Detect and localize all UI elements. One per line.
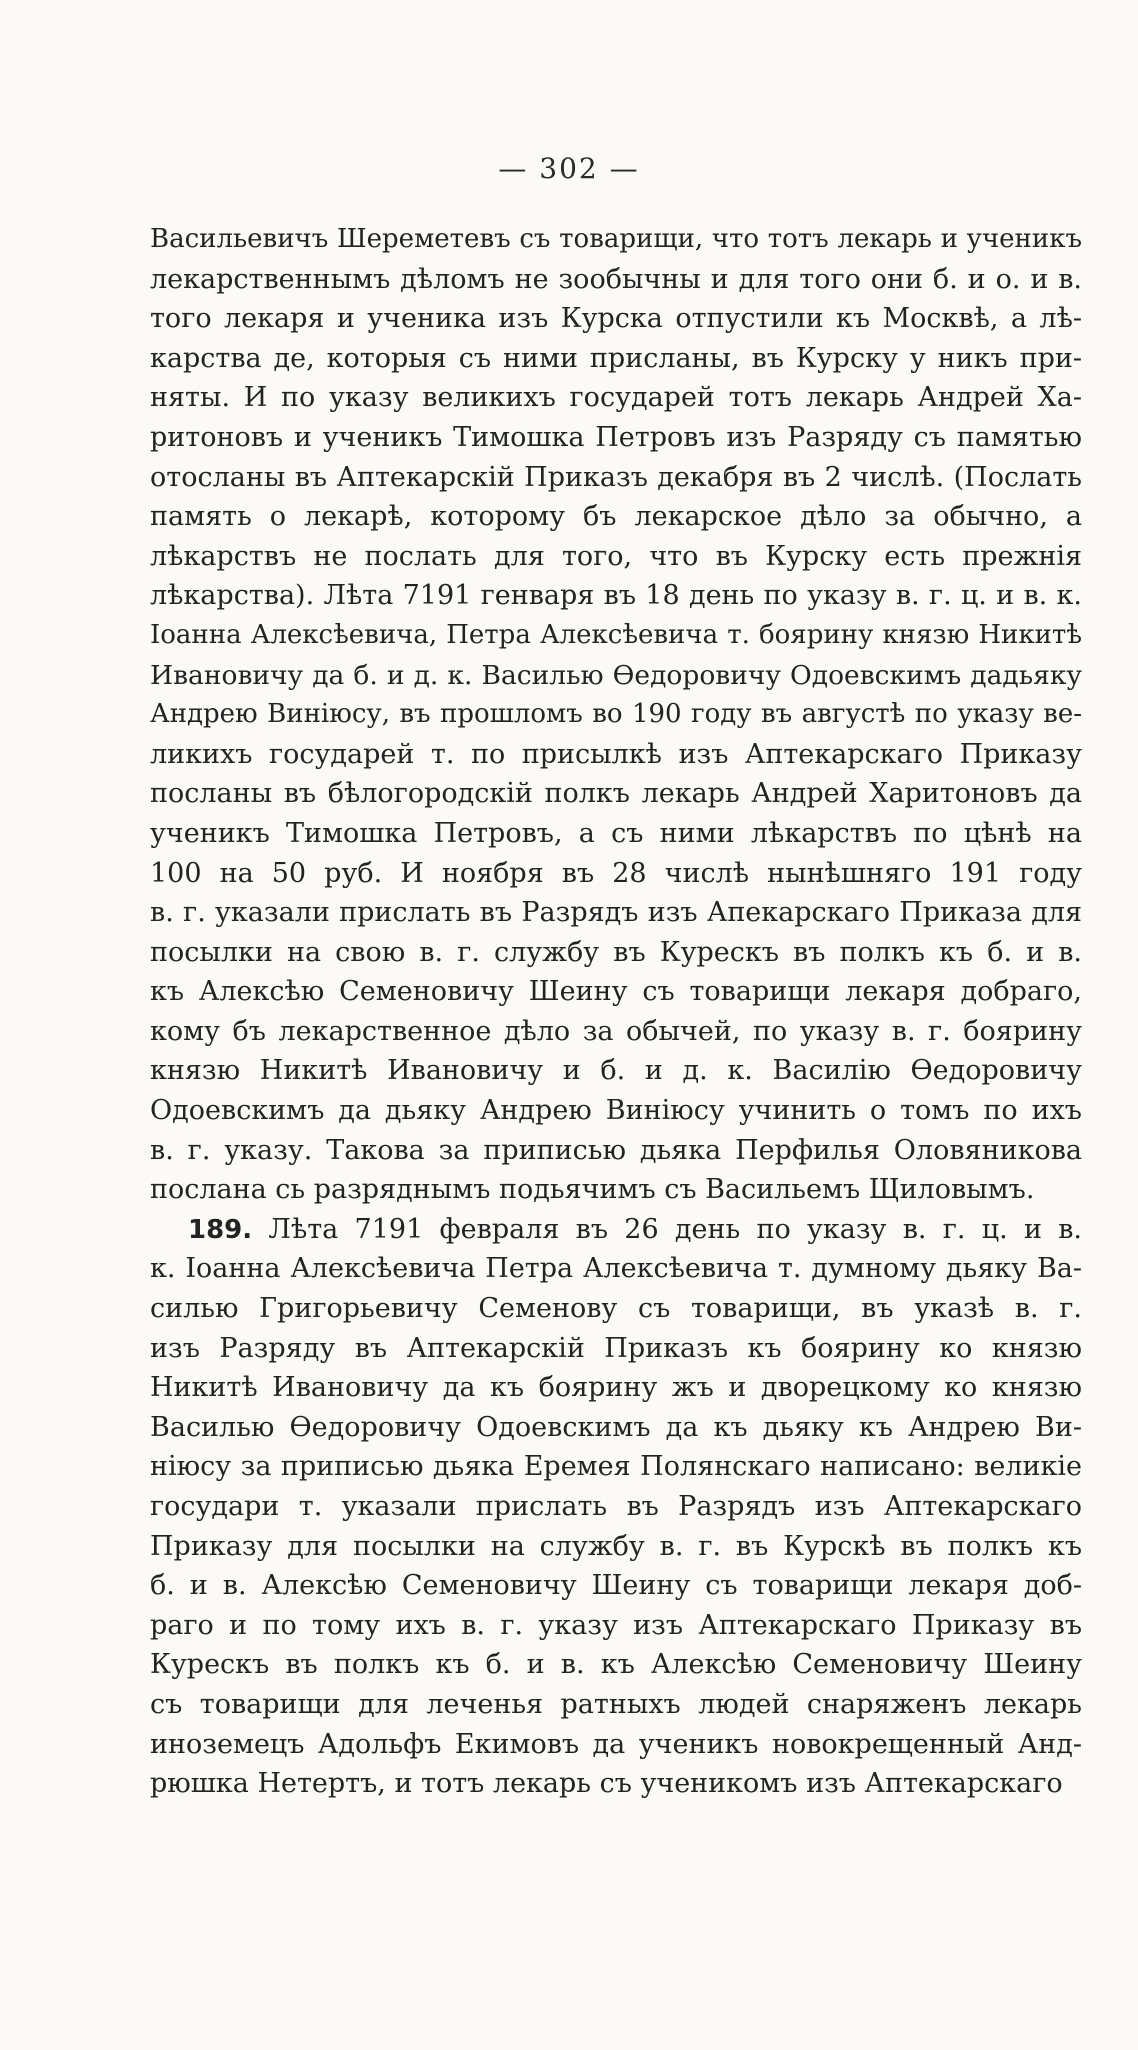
text-line: ученикъ Тимошка Петровъ, а съ ними лѣкарствъ по цѣнѣ на <box>150 817 1082 849</box>
text-line: лекарственнымъ дѣломъ не зообычны и для того они б. и о. и в. <box>150 263 1082 295</box>
text-line: в. г. указу. Такова за приписью дьяка Перфилья Оловяникова <box>150 1134 1082 1166</box>
text-line: лѣкарства). Лѣта 7191 генваря въ 18 день по указу в. г. ц. и в. к. <box>150 580 1082 612</box>
text-line: съ товарищи для леченья ратныхъ людей снаряженъ лекарь <box>150 1688 1082 1720</box>
paragraph-189 <box>150 1210 1082 1804</box>
text-line: Андрею Виніюсу, въ прошломъ во 190 году въ августѣ по указу ве- <box>150 699 1082 730</box>
paragraph-first-line <box>150 1210 1082 1250</box>
text-line: посылки на свою в. г. службу въ Курескъ въ полкъ къ б. и в. <box>150 936 1082 968</box>
text-line: раго и по тому ихъ в. г. указу изъ Аптекарскаго Приказу въ <box>150 1609 1082 1641</box>
text-line: к. Іоанна Алексѣевича Петра Алексѣевича т. думному дьяку Ва- <box>150 1253 1082 1285</box>
text-line: Приказу для посылки на службу в. г. въ Курскѣ въ полкъ къ <box>150 1530 1082 1562</box>
body-text <box>150 220 1082 1804</box>
text-line: силью Григорьевичу Семенову съ товарищи, въ указѣ в. г. <box>150 1293 1082 1325</box>
text-line: изъ Разряду въ Аптекарскій Приказъ къ боярину ко князю <box>150 1332 1082 1364</box>
text-line: послана сь разряднымъ подьячимъ съ Васильемъ Щиловымъ. <box>150 1174 1035 1206</box>
text-line: ніюсу за приписью дьяка Еремея Полянскаго написано: великіе <box>150 1451 1082 1483</box>
text-line: рюшка Нетертъ, и тотъ лекарь съ ученикомъ изъ Аптекарскаго <box>150 1768 1063 1800</box>
text-line: ликихъ государей т. по присылкѣ изъ Аптекарскаго Приказу <box>150 738 1082 770</box>
text-line: ритоновъ и ученикъ Тимошка Петровъ изъ Разряду съ памятью <box>150 421 1082 453</box>
text-line: няты. И по указу великихъ государей тотъ лекарь Андрей Ха- <box>150 382 1082 414</box>
text-line: лѣкарствъ не послать для того, что въ Курску есть прежнія <box>150 540 1082 572</box>
paragraph-number: 189. <box>188 1214 253 1245</box>
text-line: Одоевскимъ да дьяку Андрею Виніюсу учинить о томъ по ихъ <box>150 1095 1082 1127</box>
text-line: Іоанна Алексѣевича, Петра Алексѣевича т. боярину князю Никитѣ <box>150 619 1082 650</box>
text-line: Курескъ въ полкъ къ б. и в. къ Алексѣю Семеновичу Шеину <box>150 1649 1082 1681</box>
text-line: б. и в. Алексѣю Семеновичу Шеину съ товарищи лекаря доб- <box>150 1570 1082 1602</box>
text-line: князю Никитѣ Ивановичу и б. и д. к. Василію Өедоровичу <box>150 1055 1082 1087</box>
text-line: Василью Өедоровичу Одоевскимъ да къ дьяку къ Андрею Ви- <box>150 1411 1082 1443</box>
text-line: къ Алексѣю Семеновичу Шеину съ товарищи лекаря добраго, <box>150 976 1082 1008</box>
text-line: посланы въ бѣлогородскій полкъ лекарь Андрей Харитоновъ да <box>150 778 1082 810</box>
text-fragment: Лѣта 7191 февраля въ 26 день по указу в. г. ц. и в. <box>268 1213 1082 1245</box>
text-line: в. г. указали прислать въ Разрядъ изъ Апекарскаго Приказа для <box>150 897 1082 929</box>
text-line: того лекаря и ученика изъ Курска отпустили къ Москвѣ, а лѣ- <box>150 303 1082 335</box>
text-line: государи т. указали прислать въ Разрядъ изъ Аптекарскаго <box>150 1491 1082 1522</box>
text-line: карства де, которыя съ ними присланы, въ Курску у никъ при- <box>150 342 1082 374</box>
page-number: — 302 — <box>498 152 640 185</box>
text-line: иноземецъ Адольфъ Екимовъ да ученикъ новокрещенный Анд- <box>150 1728 1082 1760</box>
text-line: отосланы въ Аптекарскій Приказъ декабря въ 2 числѣ. (Послать <box>150 461 1082 493</box>
text-line: Никитѣ Ивановичу да къ боярину жъ и дворецкому ко князю <box>150 1372 1082 1404</box>
text-line: Васильевичъ Шереметевъ съ товарищи, что тотъ лекарь и ученикъ <box>150 224 1082 254</box>
text-line: память о лекарѣ, которому бъ лекарское дѣло за обычно, а <box>150 501 1082 533</box>
paragraph-1 <box>150 220 1082 1210</box>
text-line: 100 на 50 руб. И ноября въ 28 числѣ нынѣшняго 191 году <box>150 857 1082 889</box>
text-line: кому бъ лекарственное дѣло за обычей, по указу в. г. боярину <box>150 1015 1082 1047</box>
text-line: Ивановичу да б. и д. к. Василью Өедоровичу Одоевскимъ дадьяку <box>150 659 1082 691</box>
